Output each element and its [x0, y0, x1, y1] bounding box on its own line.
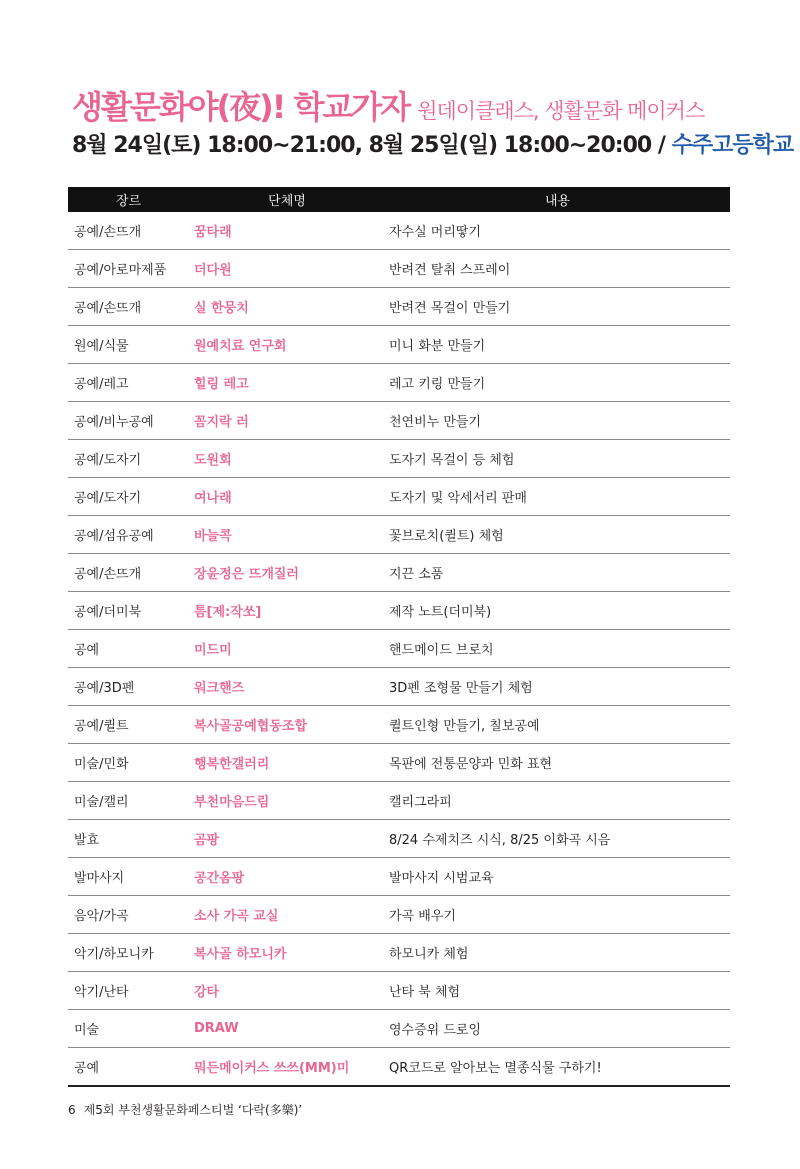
- content-cell: 난타 북 체험: [385, 972, 730, 1010]
- group-cell: 곰팡: [189, 820, 385, 858]
- genre-cell: 미술/민화: [68, 744, 189, 782]
- content-cell: 영수증위 드로잉: [385, 1010, 730, 1048]
- group-cell: 복사골공예협동조합: [189, 706, 385, 744]
- venue-name: 수주고등학교: [671, 133, 794, 158]
- content-cell: 도자기 및 악세서리 판매: [385, 478, 730, 516]
- group-cell: 복사골 하모니카: [189, 934, 385, 972]
- group-cell: 워크핸즈: [189, 668, 385, 706]
- content-cell: 도자기 목걸이 등 체험: [385, 440, 730, 478]
- page-title: 생활문화야(夜)! 학교가자: [72, 88, 410, 126]
- page-footer: [68, 1101, 302, 1118]
- schedule-text: 8월 24일(토) 18:00~21:00, 8월 25일(일) 18:00~20:00 /: [72, 133, 665, 158]
- content-cell: 천연비누 만들기: [385, 402, 730, 440]
- content-cell: 미니 화분 만들기: [385, 326, 730, 364]
- schedule-line: [72, 128, 793, 159]
- group-cell: DRAW: [189, 1010, 385, 1048]
- genre-cell: 공예: [68, 1048, 189, 1087]
- content-cell: 레고 키링 만들기: [385, 364, 730, 402]
- content-cell: 발마사지 시범교육: [385, 858, 730, 896]
- header-content: 내용: [385, 187, 730, 212]
- table-row: [68, 250, 730, 288]
- content-cell: QR코드로 알아보는 멸종식물 구하기!: [385, 1048, 730, 1087]
- header-genre: 장르: [68, 187, 189, 212]
- group-cell: 꼼지락 러: [189, 402, 385, 440]
- group-cell: 더다원: [189, 250, 385, 288]
- genre-cell: 공예/비누공예: [68, 402, 189, 440]
- genre-cell: 공예/도자기: [68, 440, 189, 478]
- table-row: [68, 972, 730, 1010]
- table-row: [68, 554, 730, 592]
- content-cell: 자수실 머리땋기: [385, 212, 730, 250]
- program-table: [68, 187, 730, 1087]
- genre-cell: 공예/더미북: [68, 592, 189, 630]
- genre-cell: 발효: [68, 820, 189, 858]
- page-subtitle: 원데이클래스, 생활문화 메이커스: [417, 99, 705, 123]
- genre-cell: 공예/퀼트: [68, 706, 189, 744]
- genre-cell: 발마사지: [68, 858, 189, 896]
- content-cell: 8/24 수제치즈 시식, 8/25 이화곡 시음: [385, 820, 730, 858]
- content-cell: 반려견 목걸이 만들기: [385, 288, 730, 326]
- content-cell: 퀼트인형 만들기, 칠보공예: [385, 706, 730, 744]
- table-row: [68, 668, 730, 706]
- genre-cell: 공예/손뜨개: [68, 554, 189, 592]
- group-cell: 공간옴팡: [189, 858, 385, 896]
- page-title-line: [72, 82, 704, 128]
- content-cell: 반려견 탈취 스프레이: [385, 250, 730, 288]
- group-cell: 여나래: [189, 478, 385, 516]
- content-cell: 지끈 소품: [385, 554, 730, 592]
- page-number: 6: [68, 1103, 76, 1117]
- genre-cell: 공예/섬유공예: [68, 516, 189, 554]
- group-cell: 뭐든메이커스 쓰쓰(MM)미: [189, 1048, 385, 1087]
- genre-cell: 공예: [68, 630, 189, 668]
- genre-cell: 공예/3D펜: [68, 668, 189, 706]
- footer-text: 제5회 부천생활문화페스티벌 ‘다락(多樂)’: [83, 1103, 303, 1117]
- genre-cell: 공예/레고: [68, 364, 189, 402]
- group-cell: 원예치료 연구회: [189, 326, 385, 364]
- table-row: [68, 1048, 730, 1087]
- table-row: [68, 934, 730, 972]
- table-body: [68, 212, 730, 1086]
- content-cell: 캘리그라피: [385, 782, 730, 820]
- content-cell: 목판에 전통문양과 민화 표현: [385, 744, 730, 782]
- genre-cell: 악기/하모니카: [68, 934, 189, 972]
- table-row: [68, 212, 730, 250]
- table-header: [68, 187, 730, 212]
- genre-cell: 공예/손뜨개: [68, 288, 189, 326]
- group-cell: 도원회: [189, 440, 385, 478]
- genre-cell: 공예/도자기: [68, 478, 189, 516]
- table-row: [68, 706, 730, 744]
- table-row: [68, 288, 730, 326]
- genre-cell: 공예/손뜨개: [68, 212, 189, 250]
- table-row: [68, 364, 730, 402]
- table-row: [68, 630, 730, 668]
- content-cell: 핸드메이드 브로치: [385, 630, 730, 668]
- table-row: [68, 326, 730, 364]
- table-row: [68, 478, 730, 516]
- group-cell: 강타: [189, 972, 385, 1010]
- group-cell: 미드미: [189, 630, 385, 668]
- group-cell: 바늘콕: [189, 516, 385, 554]
- group-cell: 부천마음드림: [189, 782, 385, 820]
- table-row: [68, 402, 730, 440]
- genre-cell: 공예/아로마제품: [68, 250, 189, 288]
- table-row: [68, 858, 730, 896]
- header-group: 단체명: [189, 187, 385, 212]
- content-cell: 제작 노트(더미북): [385, 592, 730, 630]
- genre-cell: 미술/캘리: [68, 782, 189, 820]
- table-row: [68, 744, 730, 782]
- table-row: [68, 896, 730, 934]
- group-cell: 실 한뭉치: [189, 288, 385, 326]
- content-cell: 하모니카 체험: [385, 934, 730, 972]
- group-cell: 소사 가곡 교실: [189, 896, 385, 934]
- genre-cell: 음악/가곡: [68, 896, 189, 934]
- content-cell: 3D펜 조형물 만들기 체험: [385, 668, 730, 706]
- table-row: [68, 820, 730, 858]
- content-cell: 꽃브로치(퀼트) 체험: [385, 516, 730, 554]
- table-row: [68, 1010, 730, 1048]
- genre-cell: 원예/식물: [68, 326, 189, 364]
- genre-cell: 미술: [68, 1010, 189, 1048]
- group-cell: 장윤정은 뜨개질러: [189, 554, 385, 592]
- group-cell: 힐링 레고: [189, 364, 385, 402]
- table-row: [68, 782, 730, 820]
- content-cell: 가곡 배우기: [385, 896, 730, 934]
- genre-cell: 악기/난타: [68, 972, 189, 1010]
- table-row: [68, 440, 730, 478]
- table-row: [68, 592, 730, 630]
- group-cell: 행복한갤러리: [189, 744, 385, 782]
- table-row: [68, 516, 730, 554]
- group-cell: 꿈타래: [189, 212, 385, 250]
- group-cell: 틈[제:작쏘]: [189, 592, 385, 630]
